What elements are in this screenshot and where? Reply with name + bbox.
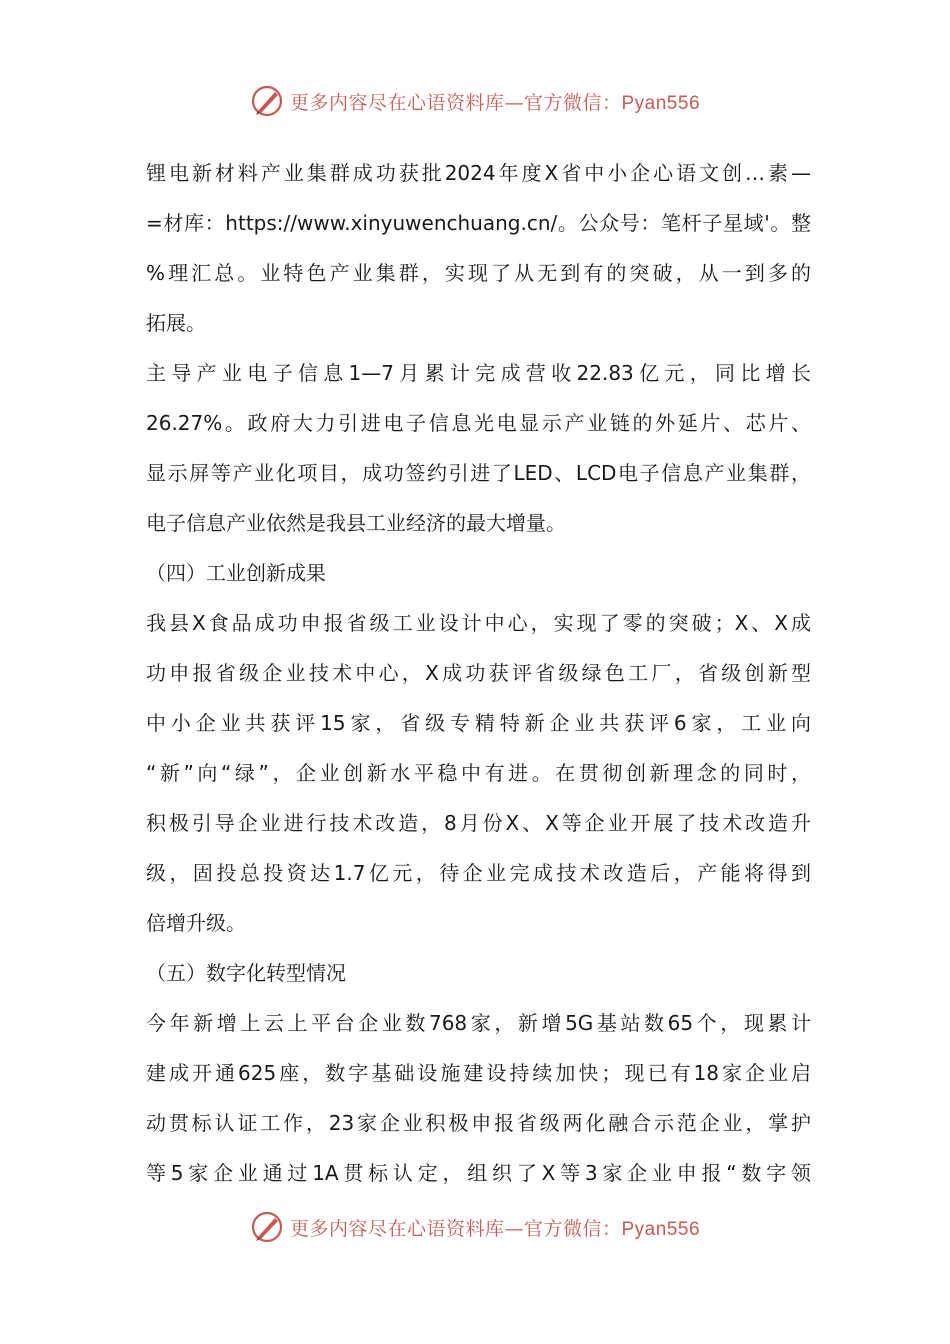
text-line: 中小企业共获评15家，省级专精特新企业共获评6家，工业向 bbox=[146, 711, 811, 735]
section-heading: （四）工业创新成果 bbox=[146, 561, 326, 585]
text-line: 等5家企业通过1A贯标认定，组织了X等3家企业申报“数字领 bbox=[146, 1161, 811, 1185]
footer-watermark bbox=[0, 1210, 950, 1244]
text-line: 动贯标认证工作，23家企业积极申报省级两化融合示范企业，掌护 bbox=[146, 1111, 811, 1135]
text-line: 功申报省级企业技术中心，X成功获评省级绿色工厂，省级创新型 bbox=[146, 661, 811, 685]
text-line: 级，固投总投资达1.7亿元，待企业完成技术改造后，产能将得到 bbox=[146, 861, 811, 885]
text-line: 我县X食品成功申报省级工业设计中心，实现了零的突破；X、X成 bbox=[146, 611, 811, 635]
text-line: 积极引导企业进行技术改造，8月份X、X等企业开展了技术改造升 bbox=[146, 811, 811, 835]
text-line: %理汇总。业特色产业集群，实现了从无到有的突破，从一到多的 bbox=[146, 261, 811, 285]
text-line: “新”向“绿”，企业创新水平稳中有进。在贯彻创新理念的同时， bbox=[146, 761, 811, 785]
text-line: 建成开通625座，数字基础设施建设持续加快；现已有18家企业启 bbox=[146, 1061, 811, 1085]
text-line: 锂电新材料产业集群成功获批2024年度X省中小企心语文创…素— bbox=[146, 161, 811, 185]
text-line: =材库：https://www.xinyuwenchuang.cn/。公众号：笔杆子星域'。整 bbox=[146, 211, 811, 235]
text-line: 主导产业电子信息1—7月累计完成营收22.83亿元，同比增长 bbox=[146, 361, 811, 385]
header-watermark bbox=[0, 84, 950, 118]
text-line: 拓展。 bbox=[146, 311, 206, 335]
pen-logo-icon bbox=[250, 1210, 284, 1244]
watermark-text: 更多内容尽在心语资料库—官方微信：Pyan556 bbox=[289, 91, 701, 114]
text-line: 电子信息产业依然是我县工业经济的最大增量。 bbox=[146, 511, 566, 535]
watermark-text: 更多内容尽在心语资料库—官方微信：Pyan556 bbox=[289, 1217, 701, 1240]
text-line: 显示屏等产业化项目，成功签约引进了LED、LCD电子信息产业集群， bbox=[146, 461, 811, 485]
text-line: 倍增升级。 bbox=[146, 911, 246, 935]
document-body bbox=[146, 148, 811, 1198]
section-heading: （五）数字化转型情况 bbox=[146, 961, 346, 985]
pen-logo-icon bbox=[250, 84, 284, 118]
text-line: 今年新增上云上平台企业数768家，新增5G基站数65个，现累计 bbox=[146, 1011, 811, 1035]
text-line: 26.27%。政府大力引进电子信息光电显示产业链的外延片、芯片、 bbox=[146, 411, 811, 435]
